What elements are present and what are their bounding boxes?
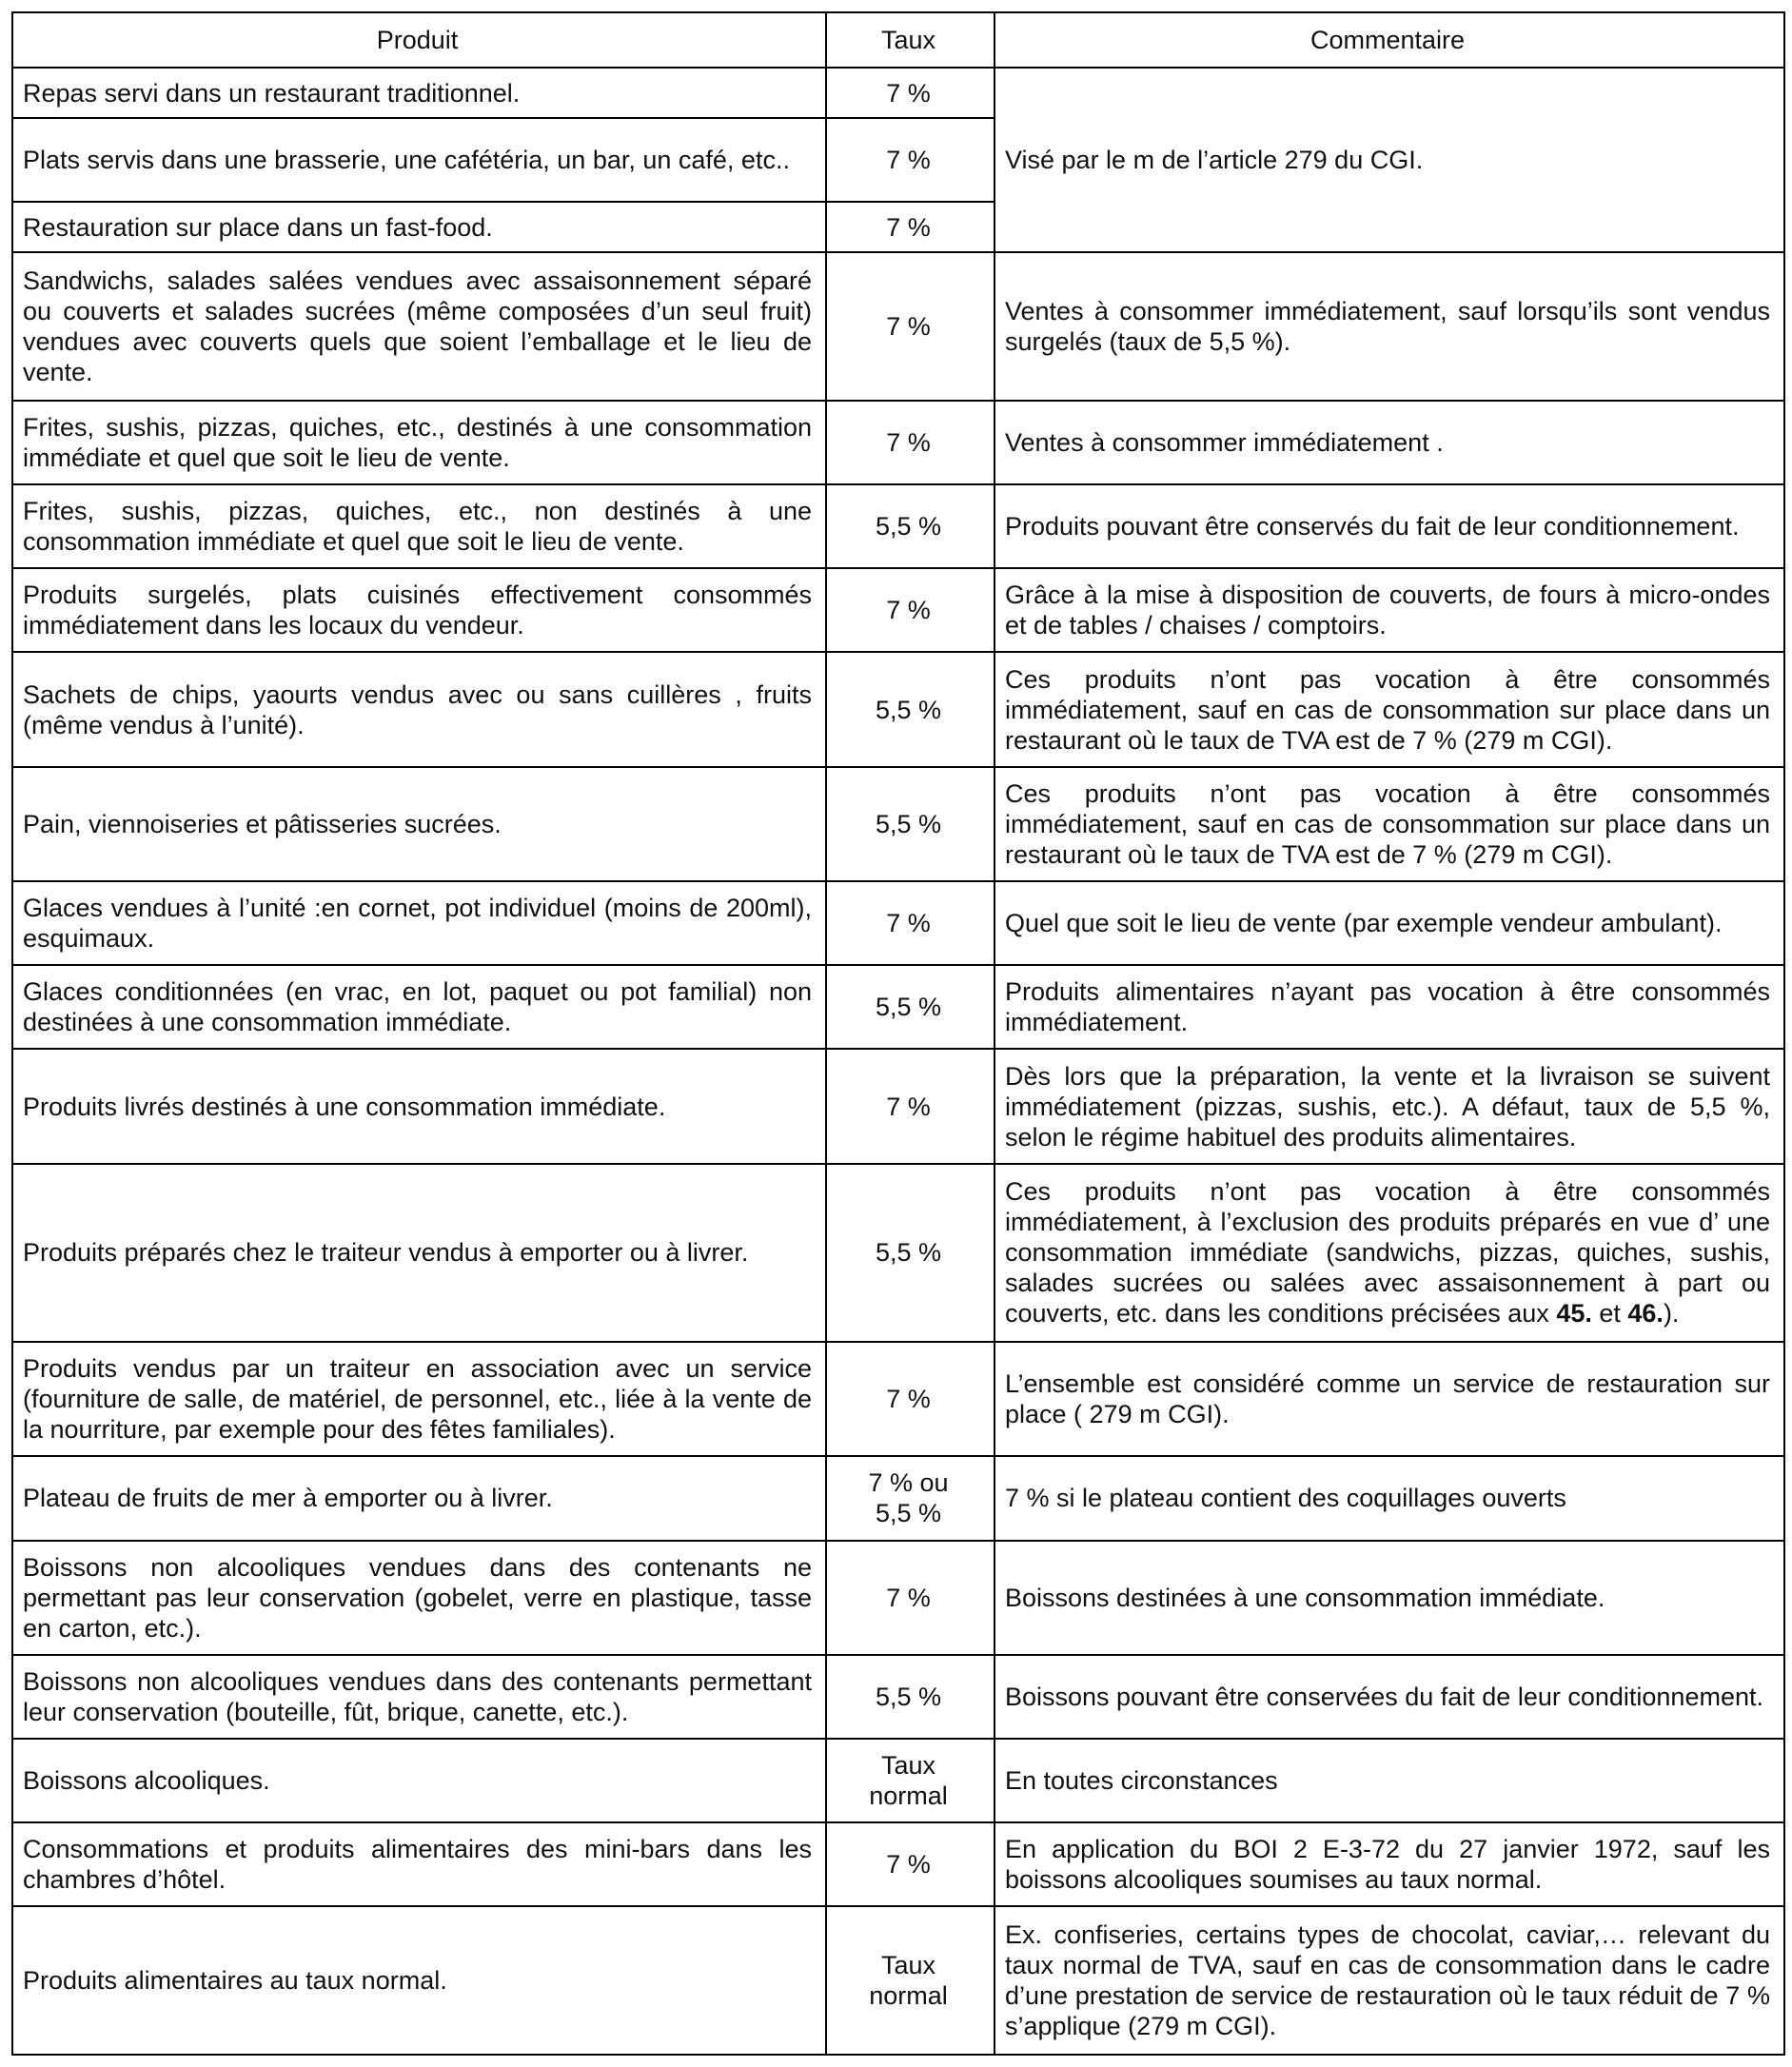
taux-line: normal: [869, 1981, 948, 2011]
taux-line: Taux: [880, 1951, 936, 1980]
cell-taux: [826, 1456, 994, 1540]
cell-commentaire: 7 % si le plateau contient des coquillages ouverts: [994, 1456, 1784, 1540]
cell-commentaire: Ces produits n’ont pas vocation à être consommés immédiatement, sauf en cas de consommation sur place dans un restaurant où le taux de TVA est de 7 % (279 m CGI).: [994, 652, 1784, 766]
table-row: [12, 568, 1784, 652]
cell-taux: 7 %: [826, 401, 994, 484]
paragraph-reference-46: 46.: [1627, 1299, 1664, 1329]
cell-taux: 5,5 %: [826, 1655, 994, 1739]
cell-commentaire: Produits pouvant être conservés du fait de leur conditionnement.: [994, 484, 1784, 568]
cell-produit: Frites, sushis, pizzas, quiches, etc., destinés à une consommation immédiate et quel que soit le lieu de vente.: [12, 401, 826, 484]
table-row: [12, 1541, 1784, 1655]
table-row: [12, 484, 1784, 568]
cell-taux: 7 %: [826, 118, 994, 202]
cell-produit: Sachets de chips, yaourts vendus avec ou sans cuillères , fruits (même vendus à l’unité).: [12, 652, 826, 766]
cell-commentaire: En toutes circonstances: [994, 1739, 1784, 1822]
cell-taux: 5,5 %: [826, 1164, 994, 1342]
table-row: [12, 1739, 1784, 1822]
table-row: [12, 881, 1784, 965]
cell-produit: Produits livrés destinés à une consommation immédiate.: [12, 1049, 826, 1163]
table-row: [12, 1342, 1784, 1456]
cell-taux: 7 %: [826, 68, 994, 118]
cell-produit: Produits surgelés, plats cuisinés effectivement consommés immédiatement dans les locaux du vendeur.: [12, 568, 826, 652]
cell-commentaire: [994, 1164, 1784, 1342]
taux-line: normal: [869, 1782, 948, 1811]
cell-produit: Plateau de fruits de mer à emporter ou à livrer.: [12, 1456, 826, 1540]
cell-taux: 7 %: [826, 1822, 994, 1906]
cell-commentaire: Ventes à consommer immédiatement .: [994, 401, 1784, 484]
table-row: [12, 1456, 1784, 1540]
cell-commentaire: Boissons pouvant être conservées du fait de leur conditionnement.: [994, 1655, 1784, 1739]
cell-taux: [826, 1906, 994, 2055]
cell-taux: 7 %: [826, 252, 994, 400]
cell-produit: Boissons non alcooliques vendues dans des contenants permettant leur conservation (bouteille, fût, brique, canette, etc.).: [12, 1655, 826, 1739]
cell-taux: 7 %: [826, 1541, 994, 1655]
paragraph-reference-45: 45.: [1556, 1299, 1592, 1329]
cell-taux: [826, 1739, 994, 1822]
cell-produit: Frites, sushis, pizzas, quiches, etc., non destinés à une consommation immédiate et quel que soit le lieu de vente.: [12, 484, 826, 568]
cell-taux: 7 %: [826, 1049, 994, 1163]
cell-commentaire: Boissons destinées à une consommation immédiate.: [994, 1541, 1784, 1655]
cell-commentaire: En application du BOI 2 E-3-72 du 27 janvier 1972, sauf les boissons alcooliques soumises au taux normal.: [994, 1822, 1784, 1906]
cell-produit: Boissons alcooliques.: [12, 1739, 826, 1822]
table-row: [12, 1655, 1784, 1739]
cell-produit: Glaces vendues à l’unité :en cornet, pot individuel (moins de 200ml), esquimaux.: [12, 881, 826, 965]
cell-produit: Sandwichs, salades salées vendues avec assaisonnement séparé ou couverts et salades sucrées (même composées d’un seul fruit) vendues avec couverts quels que soient l’emballage et le lieu de vente.: [12, 252, 826, 400]
cell-taux: 5,5 %: [826, 484, 994, 568]
cell-taux: 5,5 %: [826, 965, 994, 1049]
table-row: [12, 767, 1784, 881]
commentaire-text: Ces produits n’ont pas vocation à être consommés immédiatement, à l’exclusion des produits préparés en vue d’ une consommation immédiate (sandwichs, pizzas, quiches, sushis, salades sucrées ou salées avec assaisonnement à part ou couverts, etc. dans les conditions précisées aux: [1005, 1177, 1770, 1329]
taux-line: 7 % ou: [868, 1468, 949, 1498]
cell-commentaire: L’ensemble est considéré comme un service de restauration sur place ( 279 m CGI).: [994, 1342, 1784, 1456]
cell-commentaire: Ces produits n’ont pas vocation à être consommés immédiatement, sauf en cas de consommation sur place dans un restaurant où le taux de TVA est de 7 % (279 m CGI).: [994, 767, 1784, 881]
table-row: [12, 1822, 1784, 1906]
cell-commentaire: Produits alimentaires n’ayant pas vocation à être consommés immédiatement.: [994, 965, 1784, 1049]
cell-taux: 7 %: [826, 568, 994, 652]
header-commentaire: Commentaire: [994, 12, 1784, 68]
cell-produit: Boissons non alcooliques vendues dans des contenants ne permettant pas leur conservation (gobelet, verre en plastique, tasse en carton, etc.).: [12, 1541, 826, 1655]
cell-taux: 5,5 %: [826, 652, 994, 766]
table-row: [12, 652, 1784, 766]
taux-line: Taux: [880, 1751, 936, 1781]
cell-taux: 5,5 %: [826, 767, 994, 881]
table-row: [12, 1906, 1784, 2055]
table-row: [12, 401, 1784, 484]
cell-commentaire: Ex. confiseries, certains types de chocolat, caviar,… relevant du taux normal de TVA, sauf en cas de consommation dans le cadre d’une prestation de service de restauration où le taux réduit de 7 % s’applique (279 m CGI).: [994, 1906, 1784, 2055]
table-row: [12, 965, 1784, 1049]
cell-taux: 7 %: [826, 1342, 994, 1456]
cell-produit: Restauration sur place dans un fast-food.: [12, 202, 826, 252]
cell-commentaire: Ventes à consommer immédiatement, sauf lorsqu’ils sont vendus surgelés (taux de 5,5 %).: [994, 252, 1784, 400]
commentaire-text: ).: [1663, 1299, 1680, 1329]
cell-commentaire: Quel que soit le lieu de vente (par exemple vendeur ambulant).: [994, 881, 1784, 965]
cell-taux: 7 %: [826, 202, 994, 252]
cell-commentaire-merged: Visé par le m de l’article 279 du CGI.: [994, 68, 1784, 252]
cell-produit: Consommations et produits alimentaires des mini-bars dans les chambres d’hôtel.: [12, 1822, 826, 1906]
table-row: [12, 1164, 1784, 1342]
cell-produit: Pain, viennoiseries et pâtisseries sucrées.: [12, 767, 826, 881]
cell-produit: Produits préparés chez le traiteur vendus à emporter ou à livrer.: [12, 1164, 826, 1342]
cell-produit: Produits vendus par un traiteur en association avec un service (fourniture de salle, de matériel, de personnel, etc., liée à la vente de la nourriture, par exemple pour des fêtes familiales).: [12, 1342, 826, 1456]
commentaire-text: et: [1591, 1299, 1628, 1329]
cell-produit: Glaces conditionnées (en vrac, en lot, paquet ou pot familial) non destinées à une consommation immédiate.: [12, 965, 826, 1049]
cell-commentaire: Grâce à la mise à disposition de couverts, de fours à micro-ondes et de tables / chaises / comptoirs.: [994, 568, 1784, 652]
cell-produit: Repas servi dans un restaurant traditionnel.: [12, 68, 826, 118]
cell-produit: Produits alimentaires au taux normal.: [12, 1906, 826, 2055]
table-row: [12, 1049, 1784, 1163]
cell-produit: Plats servis dans une brasserie, une cafétéria, un bar, un café, etc..: [12, 118, 826, 202]
taux-line: 5,5 %: [875, 1499, 942, 1528]
table-row: [12, 68, 1784, 118]
vat-rates-table: [11, 11, 1785, 2056]
header-produit: Produit: [12, 12, 826, 68]
table-row: [12, 252, 1784, 400]
cell-taux: 7 %: [826, 881, 994, 965]
table-header-row: [12, 12, 1784, 68]
cell-commentaire: Dès lors que la préparation, la vente et la livraison se suivent immédiatement (pizzas, sushis, etc.). A défaut, taux de 5,5 %, selon le régime habituel des produits alimentaires.: [994, 1049, 1784, 1163]
header-taux: Taux: [826, 12, 994, 68]
